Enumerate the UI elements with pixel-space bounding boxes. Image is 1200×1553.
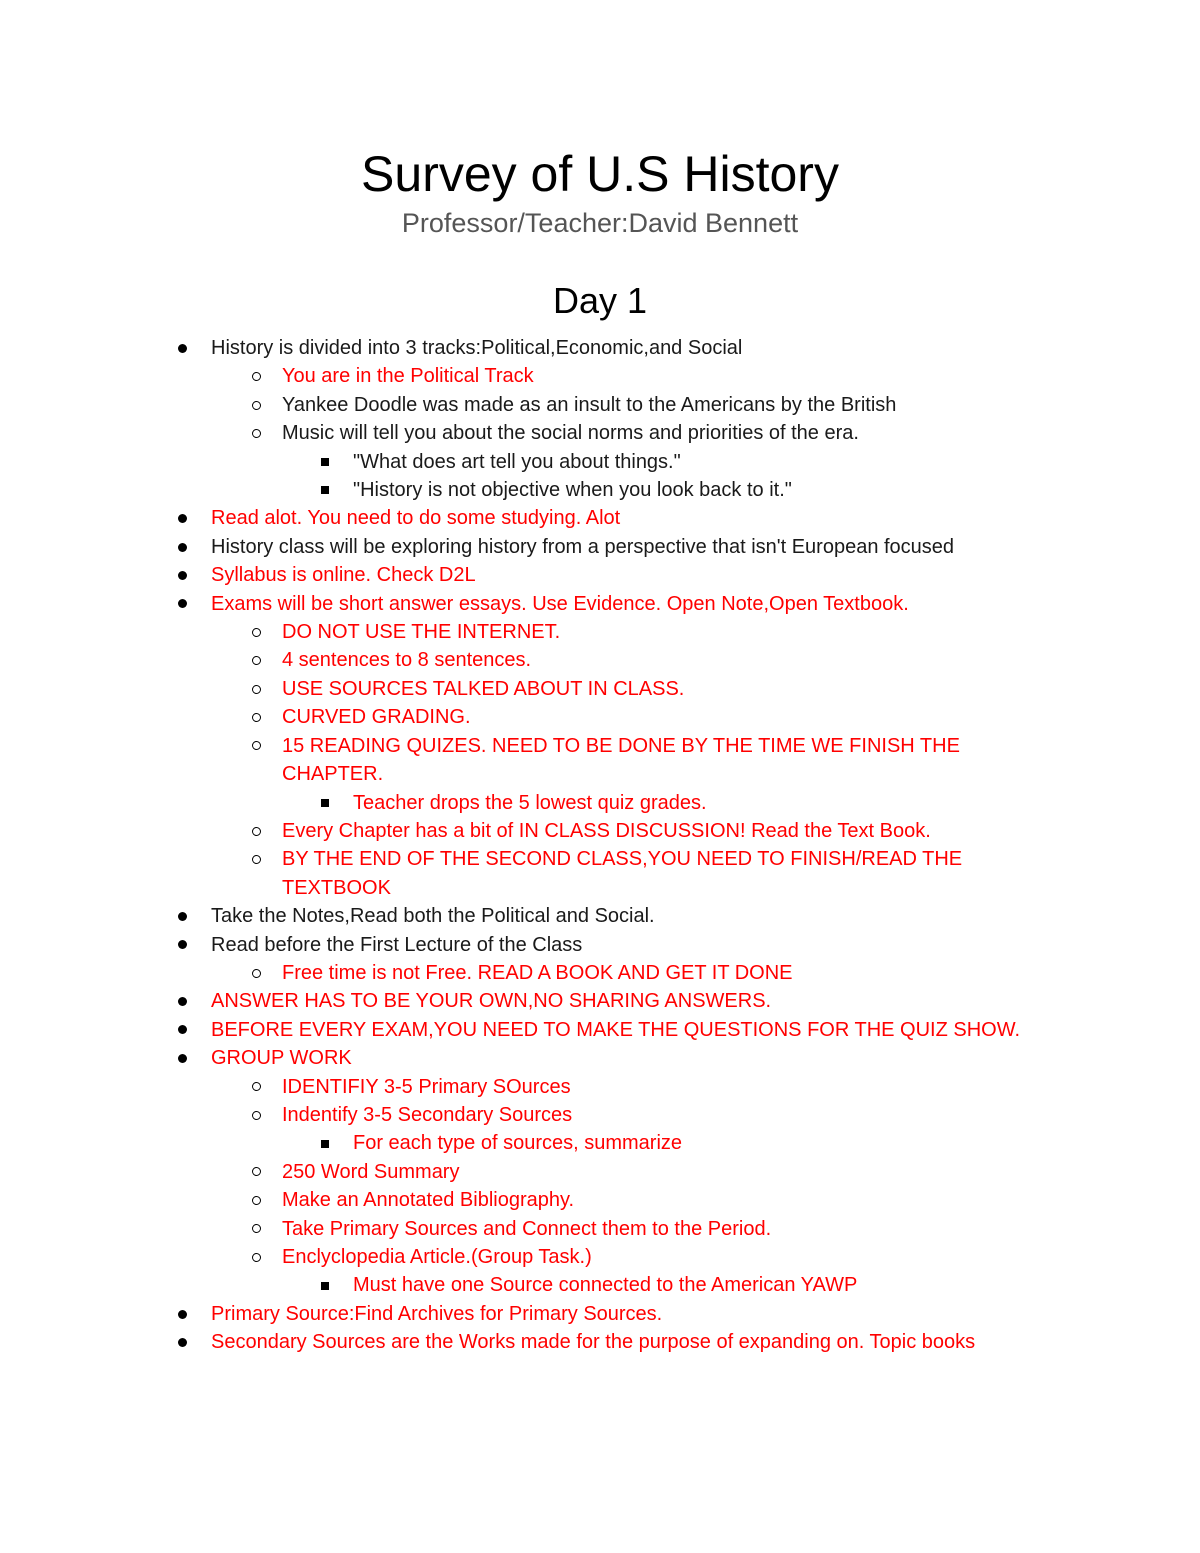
list-item-text: Teacher drops the 5 lowest quiz grades. xyxy=(353,791,707,814)
list-item-text: "What does art tell you about things." xyxy=(353,450,681,473)
list-item-text: Primary Source:Find Archives for Primary Sources. xyxy=(211,1302,663,1325)
list-item xyxy=(175,931,1055,959)
bullet-circle-icon xyxy=(249,1158,263,1186)
list-item-text: You are in the Political Track xyxy=(282,365,534,388)
list-item-text: "History is not objective when you look back to it." xyxy=(353,479,792,502)
list-item-text: 250 Word Summary xyxy=(282,1160,460,1183)
list-item xyxy=(175,362,1055,390)
list-item xyxy=(175,1243,1055,1271)
bullet-circle-icon xyxy=(249,646,263,674)
list-item xyxy=(175,1300,1055,1328)
list-item-text: Read alot. You need to do some studying. Alot xyxy=(211,507,621,530)
bullet-circle-icon xyxy=(249,1073,263,1101)
list-item xyxy=(175,1215,1055,1243)
list-item-text: 15 READING QUIZES. NEED TO BE DONE BY THE TIME WE FINISH THE CHAPTER. xyxy=(282,734,960,786)
list-item-text: History class will be exploring history from a perspective that isn't European focused xyxy=(211,535,955,558)
list-item-text: Yankee Doodle was made as an insult to the Americans by the British xyxy=(282,393,897,416)
list-item xyxy=(175,902,1055,930)
bullet-dot-icon xyxy=(175,1044,189,1072)
list-item-text: Read before the First Lecture of the Class xyxy=(211,933,583,956)
list-item-text: CURVED GRADING. xyxy=(282,706,471,729)
bullet-circle-icon xyxy=(249,1101,263,1129)
list-item-text: BEFORE EVERY EXAM,YOU NEED TO MAKE THE QUESTIONS FOR THE QUIZ SHOW. xyxy=(211,1018,1021,1041)
list-item xyxy=(175,618,1055,646)
list-item xyxy=(175,1073,1055,1101)
section-heading: Day 1 xyxy=(552,280,648,321)
list-item xyxy=(175,1016,1055,1044)
list-item xyxy=(175,1129,1055,1157)
bullet-dot-icon xyxy=(175,987,189,1015)
bullet-circle-icon xyxy=(249,419,263,447)
bullet-dot-icon xyxy=(175,561,189,589)
list-item xyxy=(175,504,1055,532)
list-item xyxy=(175,561,1055,589)
list-item xyxy=(175,448,1055,476)
bullet-square-icon xyxy=(318,789,332,817)
list-item-text: History is divided into 3 tracks:Political,Economic,and Social xyxy=(211,337,743,359)
list-item-text: For each type of sources, summarize xyxy=(353,1132,683,1155)
bullet-circle-icon xyxy=(249,845,263,873)
bullet-circle-icon xyxy=(249,675,263,703)
bullet-circle-icon xyxy=(249,362,263,390)
bullet-dot-icon xyxy=(175,590,189,618)
bullet-circle-icon xyxy=(249,703,263,731)
bullet-dot-icon xyxy=(175,334,189,362)
list-item-text: Indentify 3-5 Secondary Sources xyxy=(282,1103,573,1126)
list-item xyxy=(175,845,1055,902)
bullet-circle-icon xyxy=(249,1186,263,1214)
list-item-text: ANSWER HAS TO BE YOUR OWN,NO SHARING ANSWERS. xyxy=(211,990,772,1013)
list-item xyxy=(175,391,1055,419)
bullet-circle-icon xyxy=(249,732,263,760)
bullet-circle-icon xyxy=(249,618,263,646)
list-item-text: Secondary Sources are the Works made for the purpose of expanding on. Topic books xyxy=(211,1331,976,1354)
list-item xyxy=(175,789,1055,817)
list-item-text: Syllabus is online. Check D2L xyxy=(211,564,476,587)
list-item xyxy=(175,703,1055,731)
list-item xyxy=(175,1186,1055,1214)
list-item-text: Music will tell you about the social norms and priorities of the era. xyxy=(282,422,859,445)
list-item xyxy=(175,817,1055,845)
list-item-text: BY THE END OF THE SECOND CLASS,YOU NEED TO FINISH/READ THE TEXTBOOK xyxy=(282,848,963,899)
list-item-text: 4 sentences to 8 sentences. xyxy=(282,649,532,672)
bullet-dot-icon xyxy=(175,1300,189,1328)
list-item xyxy=(175,732,1055,789)
list-item-text: USE SOURCES TALKED ABOUT IN CLASS. xyxy=(282,677,685,700)
bullet-circle-icon xyxy=(249,391,263,419)
bullet-dot-icon xyxy=(175,1328,189,1356)
list-item-text: IDENTIFIY 3-5 Primary SOurces xyxy=(282,1075,571,1098)
bullet-circle-icon xyxy=(249,1215,263,1243)
bullet-square-icon xyxy=(318,1129,332,1157)
document-title: Survey of U.S History xyxy=(361,146,839,202)
notes-list xyxy=(175,334,1055,1357)
list-item xyxy=(175,1158,1055,1186)
list-item xyxy=(175,590,1055,618)
bullet-circle-icon xyxy=(249,1243,263,1271)
list-item-text: DO NOT USE THE INTERNET. xyxy=(282,621,561,644)
list-item xyxy=(175,959,1055,987)
bullet-square-icon xyxy=(318,476,332,504)
bullet-square-icon xyxy=(318,448,332,476)
bullet-circle-icon xyxy=(249,959,263,987)
bullet-dot-icon xyxy=(175,533,189,561)
list-item-text: Every Chapter has a bit of IN CLASS DISCUSSION! Read the Text Book. xyxy=(282,819,931,842)
bullet-dot-icon xyxy=(175,1016,189,1044)
bullet-dot-icon xyxy=(175,931,189,959)
list-item-text: Make an Annotated Bibliography. xyxy=(282,1189,575,1212)
bullet-dot-icon xyxy=(175,504,189,532)
list-item xyxy=(175,1044,1055,1072)
bullet-circle-icon xyxy=(249,817,263,845)
list-item-text: Exams will be short answer essays. Use Evidence. Open Note,Open Textbook. xyxy=(211,592,909,615)
list-item xyxy=(175,1271,1055,1299)
bullet-dot-icon xyxy=(175,902,189,930)
list-item-text: Free time is not Free. READ A BOOK AND GET IT DONE xyxy=(282,961,793,984)
list-item-text: GROUP WORK xyxy=(211,1047,352,1070)
list-item xyxy=(175,334,1055,362)
list-item xyxy=(175,476,1055,504)
list-item xyxy=(175,987,1055,1015)
list-item xyxy=(175,646,1055,674)
bullet-square-icon xyxy=(318,1271,332,1299)
list-item xyxy=(175,1101,1055,1129)
list-item-text: Take Primary Sources and Connect them to the Period. xyxy=(282,1217,772,1240)
list-item-text: Take the Notes,Read both the Political and Social. xyxy=(211,905,655,928)
list-item-text: Must have one Source connected to the American YAWP xyxy=(353,1274,858,1297)
list-item-text: Enclyclopedia Article.(Group Task.) xyxy=(282,1246,592,1268)
list-item xyxy=(175,1328,1055,1356)
list-item xyxy=(175,675,1055,703)
list-item xyxy=(175,533,1055,561)
document-subtitle: Professor/Teacher:David Bennett xyxy=(401,208,799,238)
list-item xyxy=(175,419,1055,447)
